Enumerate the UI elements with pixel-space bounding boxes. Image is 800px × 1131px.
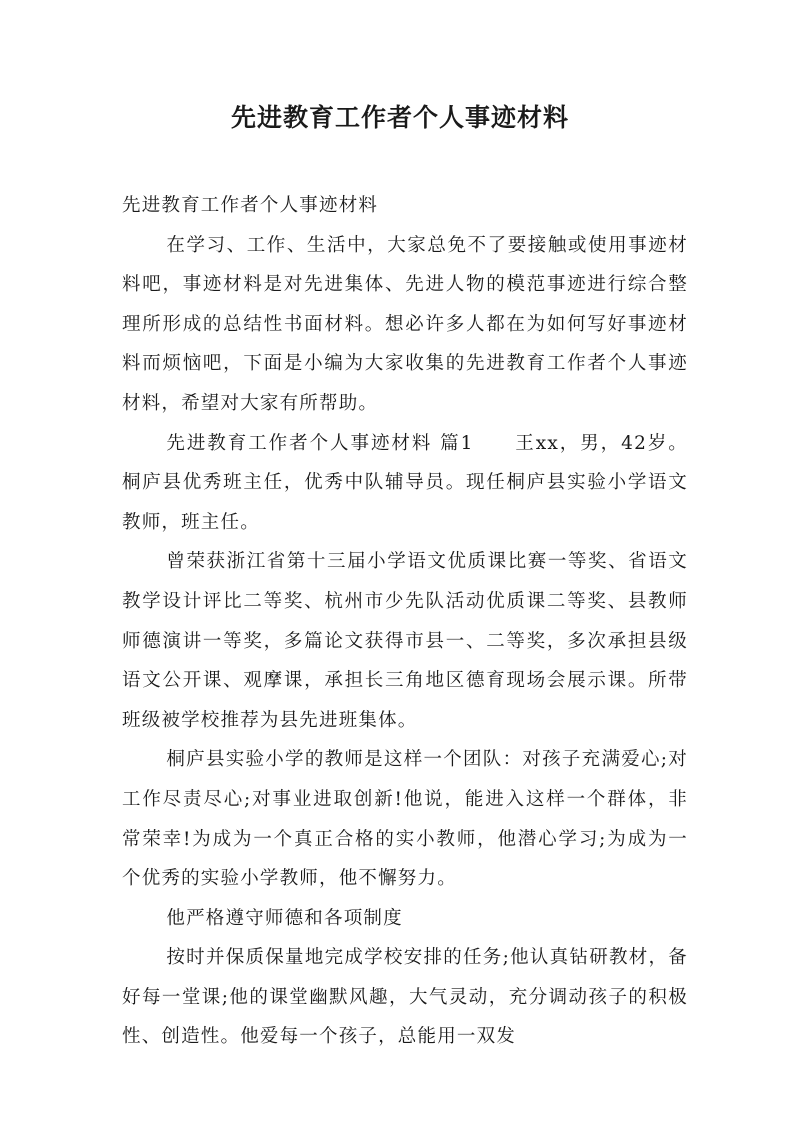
- paragraph-awards: 曾荣获浙江省第十三届小学语文优质课比赛一等奖、省语文教学设计评比二等奖、杭州市少先队活动优质课二等奖、县教师师德演讲一等奖，多篇论文获得市县一、二等奖，多次承担县级语文公开课、观摩课，承担长三角地区德育现场会展示课。所带班级被学校推荐为县先进班集体。: [122, 551, 688, 731]
- paragraph-intro: 在学习、工作、生活中，大家总免不了要接触或使用事迹材料吧，事迹材料是对先进集体、先进人物的模范事迹进行综合整理所形成的总结性书面材料。想必许多人都在为如何写好事迹材料而烦恼吧，下面是小编为大家收集的先进教育工作者个人事迹材料，希望对大家有所帮助。: [122, 234, 688, 414]
- body-heading: 先进教育工作者个人事迹材料: [122, 195, 379, 216]
- document-body: [122, 186, 688, 1057]
- paragraph-teaching: 按时并保质保量地完成学校安排的任务;他认真钻研教材，备好每一堂课;他的课堂幽默风趣，大气灵动，充分调动孩子的积极性、创造性。他爱每一个孩子，总能用一双发: [122, 947, 688, 1048]
- document-title: 先进教育工作者个人事迹材料: [230, 103, 569, 132]
- paragraph-subheading: 他严格遵守师德和各项制度: [166, 907, 403, 929]
- paragraph-team: 桐庐县实验小学的教师是这样一个团队：对孩子充满爱心;对工作尽责尽心;对事业进取创新!他说，能进入这样一个群体，非常荣幸!为成为一个真正合格的实小教师，他潜心学习;为成为一个优秀的实验小学教师，他不懈努力。: [122, 749, 688, 890]
- paragraph-profile: 先进教育工作者个人事迹材料 篇1 王xx，男，42岁。桐庐县优秀班主任，优秀中队辅导员。现任桐庐县实验小学语文教师，班主任。: [122, 432, 688, 533]
